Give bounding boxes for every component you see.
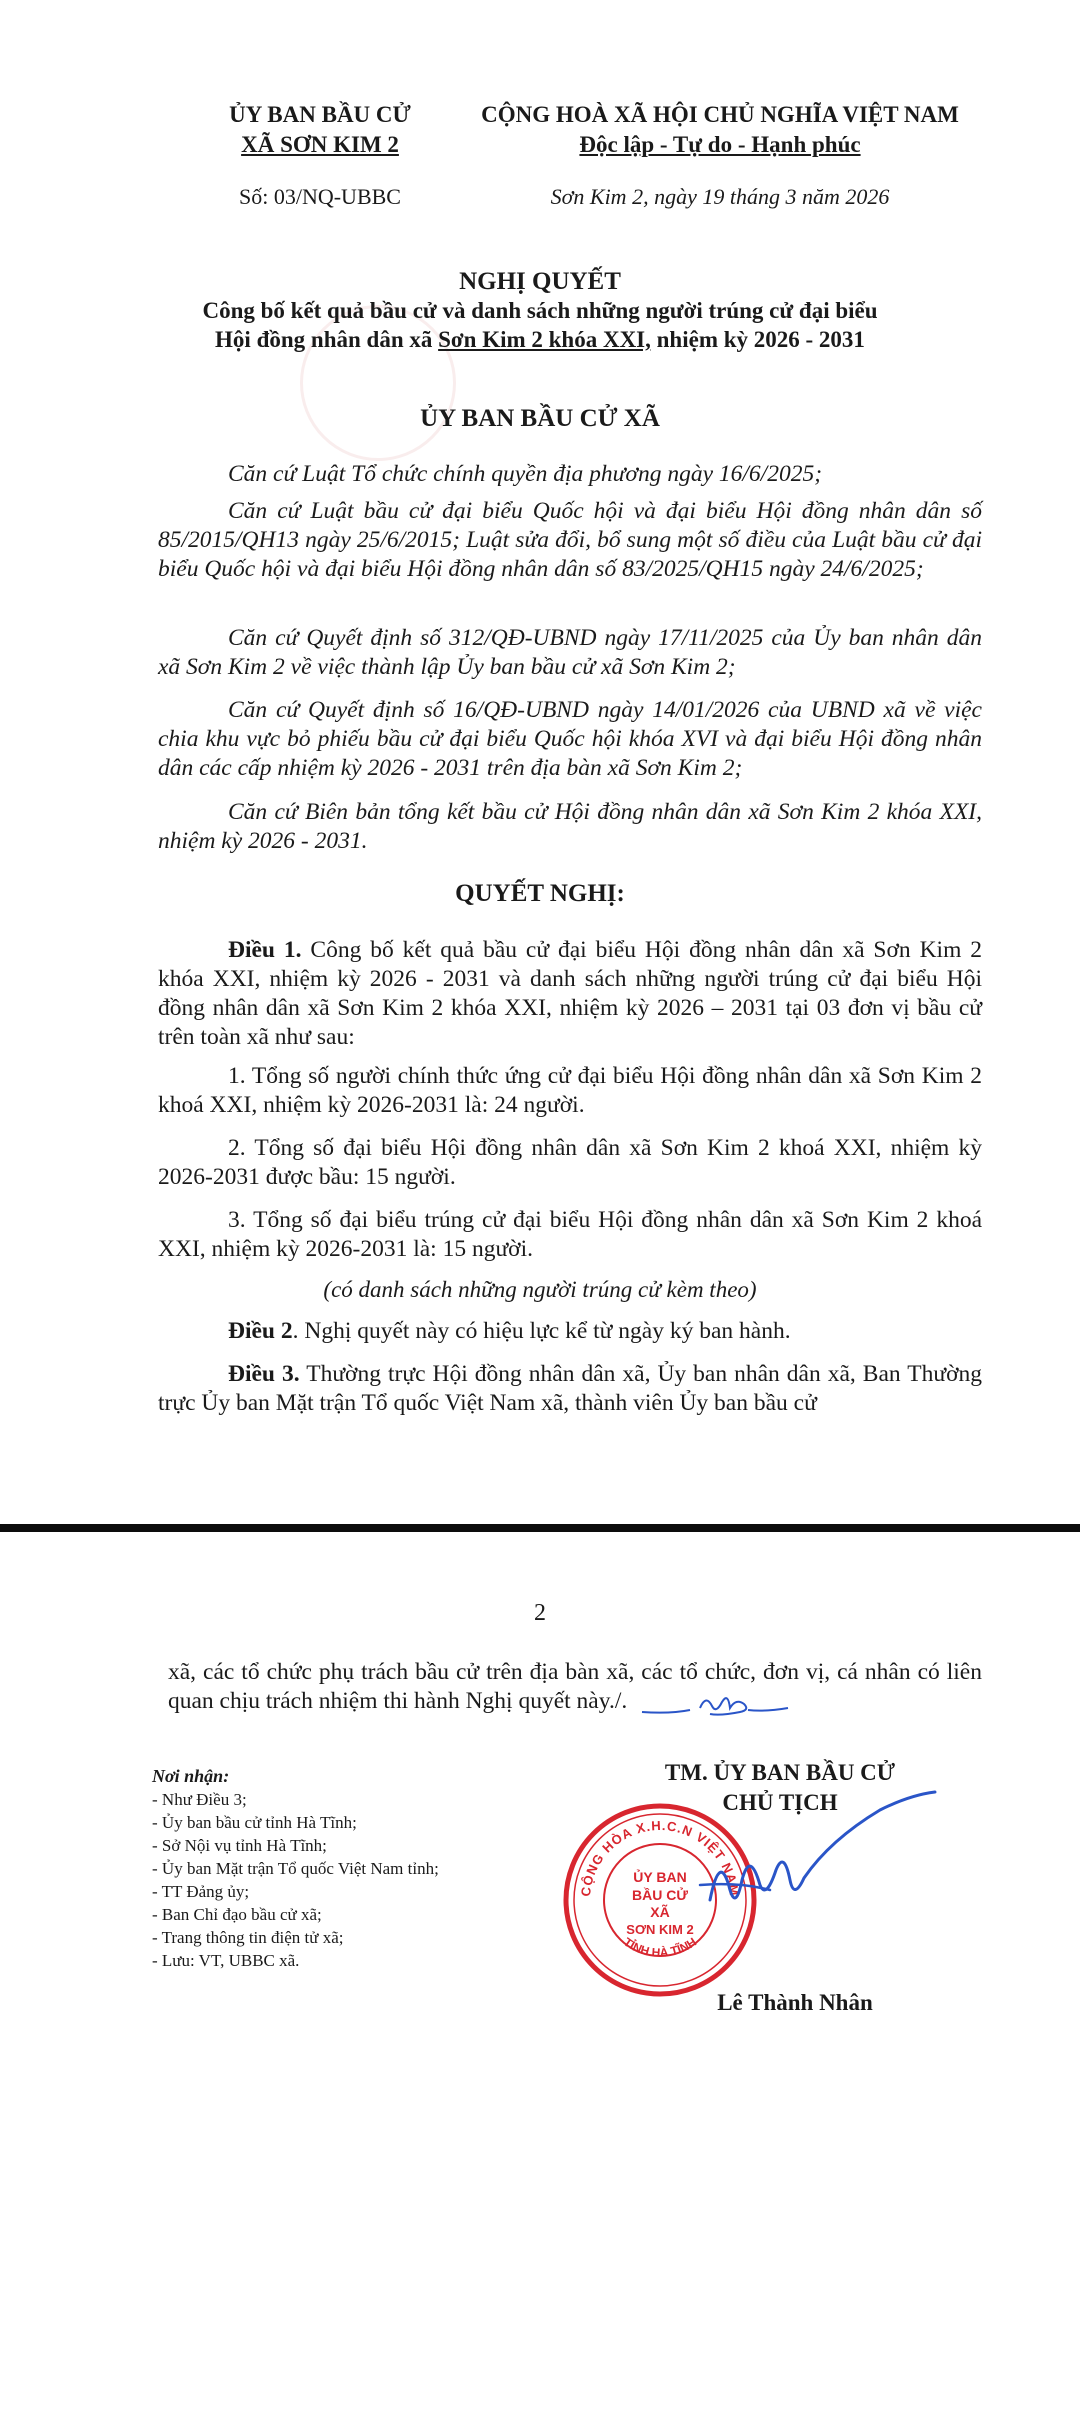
basis-3: Căn cứ Quyết định số 312/QĐ-UBND ngày 17/11/2025 của Ủy ban nhân dân xã Sơn Kim 2 về việc thành lập Ủy ban bầu cử xã Sơn Kim 2; (158, 625, 982, 680)
document-date: Sơn Kim 2, ngày 19 tháng 3 năm 2026 (550, 184, 890, 209)
signature-position: CHỦ TỊCH (722, 1790, 838, 1815)
recipient-item: - TT Đảng ủy; (152, 1882, 250, 1901)
basis-4: Căn cứ Quyết định số 16/QĐ-UBND ngày 14/01/2026 của UBND xã về việc chia khu vực bỏ phiếu bầu cử đại biểu Quốc hội khóa XVI và đại biểu Hội đồng nhân dân các cấp nhiệm kỳ 2026 - 2031 trên địa bàn xã Sơn Kim 2; (158, 697, 982, 781)
basis-1: Căn cứ Luật Tổ chức chính quyền địa phương ngày 16/6/2025; (228, 461, 823, 487)
issuing-org (190, 100, 450, 160)
recipient-item: - Lưu: VT, UBBC xã. (152, 1951, 300, 1970)
article-3-text-p2: xã, các tổ chức phụ trách bầu cử trên địa bàn xã, các tổ chức, đơn vị, cá nhân có liên quan chịu trách nhiệm thi hành Nghị quyết này./. (168, 1659, 982, 1714)
recipient-item: - Sở Nội vụ tỉnh Hà Tĩnh; (152, 1836, 327, 1855)
motto: Độc lập - Tự do - Hạnh phúc (579, 132, 861, 157)
article-1-item-3: 3. Tổng số đại biểu trúng cử đại biểu Hội đồng nhân dân xã Sơn Kim 2 khoá XXI, nhiệm kỳ 2026-2031 là: 15 người. (158, 1207, 982, 1262)
signer-name: Lê Thành Nhân (717, 1990, 873, 2015)
chairman-signature (680, 1790, 940, 1940)
basis-5: Căn cứ Biên bản tổng kết bầu cử Hội đồng nhân dân xã Sơn Kim 2 khóa XXI, nhiệm kỳ 2026 - 2031. (158, 799, 982, 854)
seal-ring-text: CỘNG HÒA X.H.C.N VIỆT NAM (577, 1817, 743, 1898)
subtitle-pre: Hội đồng nhân dân xã (215, 327, 439, 352)
article-1-text: Công bố kết quả bầu cử đại biểu Hội đồng nhân dân xã Sơn Kim 2 khóa XXI, nhiệm kỳ 2026 - 2031 và danh sách những người trúng cử đại biểu Hội đồng nhân dân xã Sơn Kim 2 khóa XXI, nhiệm kỳ 2026 – 2031 tại 03 đơn vị bầu cử trên toàn xã như sau: (158, 937, 983, 1050)
article-3-text-p1: Thường trực Hội đồng nhân dân xã, Ủy ban nhân dân xã, Ban Thường trực Ủy ban Mặt trận Tổ quốc Việt Nam xã, thành viên Ủy ban bầu cử (158, 1361, 982, 1416)
document-subtitle-line2 (120, 327, 960, 353)
seal-center-line1: ỦY BAN (633, 1869, 687, 1885)
article-1-item-2: 2. Tổng số đại biểu Hội đồng nhân dân xã Sơn Kim 2 khoá XXI, nhiệm kỳ 2026-2031 được bầu: 15 người. (158, 1135, 982, 1190)
seal-center-line3: XÃ (650, 1904, 670, 1920)
nation-name: CỘNG HOÀ XÃ HỘI CHỦ NGHĨA VIỆT NAM (481, 102, 959, 127)
issuing-org-line1: ỦY BAN BẦU CỬ (229, 102, 411, 127)
recipient-item: - Như Điều 3; (152, 1790, 247, 1809)
article-1 (158, 936, 982, 1052)
issuing-org-line2: XÃ SƠN KIM 2 (241, 132, 399, 157)
article-1-note: (có danh sách những người trúng cử kèm theo) (323, 1277, 757, 1302)
article-2-text: . Nghị quyết này có hiệu lực kể từ ngày ký ban hành. (292, 1318, 791, 1344)
document-type: NGHỊ QUYẾT (459, 268, 621, 295)
seal-bottom-text: TỈNH HÀ TĨNH (621, 1934, 699, 1960)
article-1-label: Điều 1. (228, 937, 302, 963)
initial-signature (640, 1690, 790, 1720)
subtitle-post: nhiệm kỳ 2026 - 2031 (650, 327, 865, 352)
article-3-part2 (168, 1658, 982, 1716)
article-1-item-1: 1. Tổng số người chính thức ứng cử đại biểu Hội đồng nhân dân xã Sơn Kim 2 khoá XXI, nhiệm kỳ 2026-2031 là: 24 người. (158, 1063, 982, 1118)
page-number: 2 (534, 1600, 546, 1626)
document-number: Số: 03/NQ-UBBC (239, 184, 401, 209)
recipients-title: Nơi nhận: (152, 1766, 230, 1786)
page-break-divider (0, 1524, 1080, 1532)
recipient-item: - Trang thông tin điện tử xã; (152, 1928, 344, 1947)
article-2-label: Điều 2 (228, 1318, 293, 1344)
signature-on-behalf: TM. ỦY BAN BẦU CỬ (664, 1760, 896, 1785)
article-3-label: Điều 3. (228, 1361, 300, 1387)
seal-center-line2: BẦU CỬ (632, 1887, 688, 1903)
basis-2: Căn cứ Luật bầu cử đại biểu Quốc hội và đại biểu Hội đồng nhân dân số 85/2015/QH13 ngày 25/6/2015; Luật sửa đổi, bổ sung một số điều của Luật bầu cử đại biểu Quốc hội và đại biểu Hội đồng nhân dân số 83/2025/QH15 ngày 24/6/2025; (158, 498, 982, 582)
decision-heading: QUYẾT NGHỊ: (455, 880, 625, 907)
recipient-item: - Ủy ban Mặt trận Tổ quốc Việt Nam tỉnh; (152, 1859, 439, 1878)
subtitle-underlined: Sơn Kim 2 khóa XXI, (438, 327, 651, 352)
recipient-item: - Ủy ban bầu cử tỉnh Hà Tĩnh; (152, 1813, 357, 1832)
article-2 (158, 1317, 982, 1346)
authority-heading: ỦY BAN BẦU CỬ XÃ (420, 405, 660, 432)
article-3-part1 (158, 1360, 982, 1418)
national-motto (470, 100, 970, 160)
recipients-block (152, 1765, 532, 1972)
seal-center-line4: SƠN KIM 2 (626, 1922, 694, 1937)
recipient-item: - Ban Chỉ đạo bầu cử xã; (152, 1905, 322, 1924)
document-subtitle-line1: Công bố kết quả bầu cử và danh sách những người trúng cử đại biểu (202, 298, 878, 323)
